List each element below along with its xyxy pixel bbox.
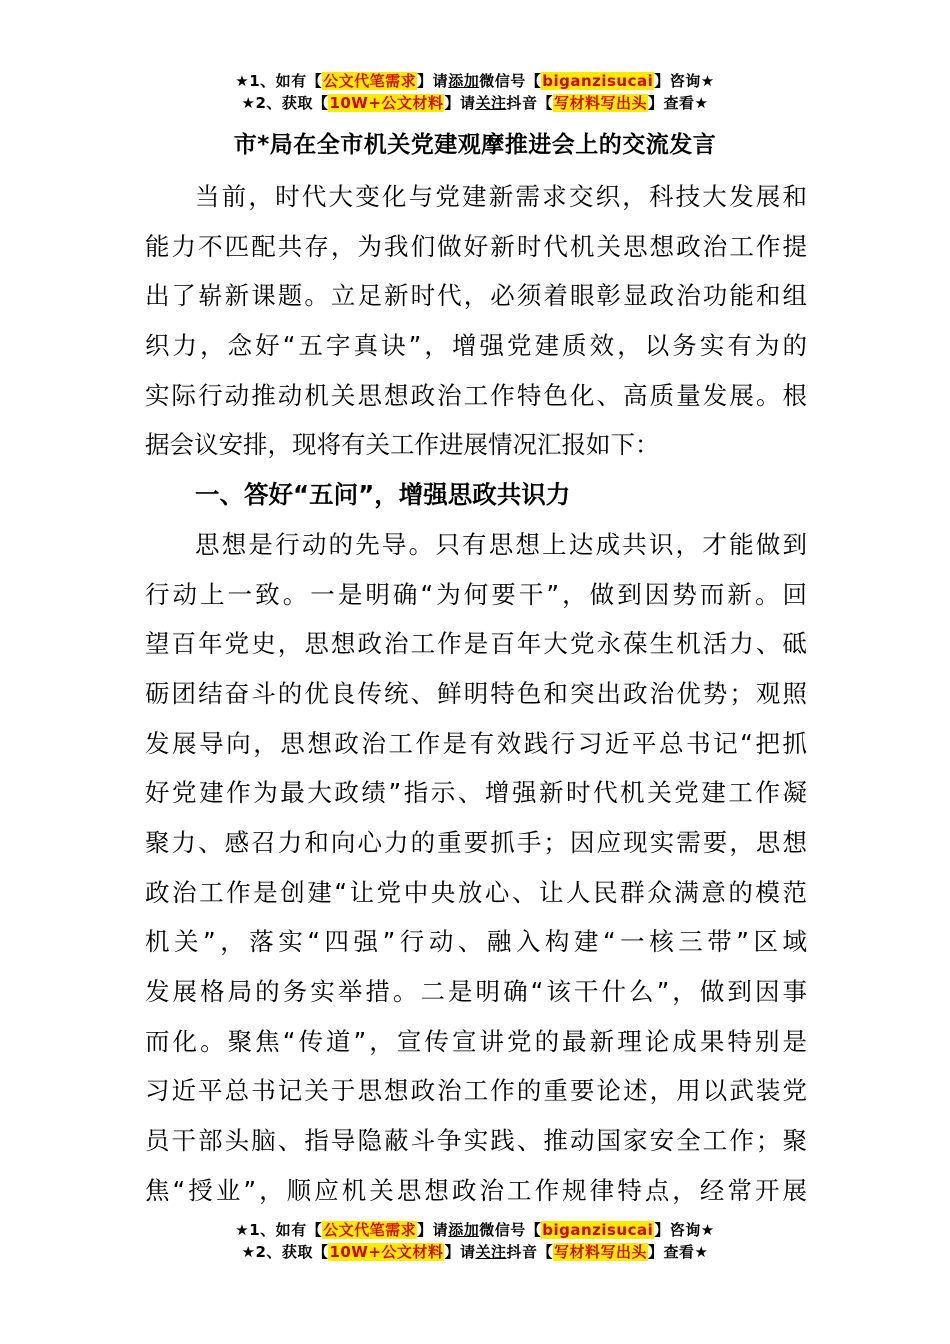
banner-text: 抖音【 bbox=[506, 94, 553, 112]
body-line: 而化。聚焦“传道”，宣传宣讲党的最新理论成果特别是 bbox=[145, 1026, 807, 1056]
body-line: 据会议安排，现将有关工作进展情况汇报如下： bbox=[145, 430, 660, 460]
banner-douyin-id: 写材料写出头 bbox=[553, 94, 647, 112]
banner-line-1 bbox=[0, 70, 950, 92]
banner-highlight: 公文代笔需求 bbox=[323, 72, 417, 90]
body-line: 砺团结奋斗的优良传统、鲜明特色和突出政治优势；观照 bbox=[145, 678, 807, 708]
banner-line-1 bbox=[0, 1219, 950, 1241]
body-line: 望百年党史，思想政治工作是百年大党永葆生机活力、砥 bbox=[145, 629, 807, 659]
body-line: 当前，时代大变化与党建新需求交织，科技大发展和 bbox=[195, 182, 807, 211]
body-line: 实际行动推动机关思想政治工作特色化、高质量发展。根 bbox=[145, 380, 807, 410]
banner-underlined-text: 添加 bbox=[448, 1221, 480, 1239]
body-line: 思想是行动的先导。只有思想上达成共识，才能做到 bbox=[195, 529, 807, 559]
banner-underlined-text: 关注 bbox=[475, 94, 507, 112]
body-line: 出了崭新课题。立足新时代，必须着眼彰显政治功能和组 bbox=[145, 281, 807, 311]
banner-text: 】请 bbox=[444, 94, 476, 112]
banner-line-2 bbox=[0, 92, 950, 114]
body-line: 行动上一致。一是明确“为何要干”，做到因势而新。回 bbox=[145, 579, 807, 609]
banner-underlined-text: 关注 bbox=[475, 1243, 507, 1261]
banner-highlight: 10W+公文材料 bbox=[329, 94, 444, 112]
document-title: 市*局在全市机关党建观摩推进会上的交流发言 bbox=[233, 132, 717, 158]
body-line: 员干部头脑、指导隐蔽斗争实践、推动国家安全工作；聚 bbox=[145, 1126, 807, 1156]
banner-text: 微信号【 bbox=[479, 72, 542, 90]
banner-text: ★1、如有【 bbox=[235, 72, 323, 90]
banner-text: ★2、获取【 bbox=[241, 1243, 329, 1261]
banner-wechat-id: biganzisucai bbox=[542, 72, 654, 90]
header-banner bbox=[0, 70, 950, 114]
banner-highlight: 公文代笔需求 bbox=[323, 1221, 417, 1239]
section-heading: 一、答好“五问”，增强思政共识力 bbox=[195, 480, 571, 510]
body-line: 习近平总书记关于思想政治工作的重要论述，用以武装党 bbox=[145, 1076, 807, 1106]
footer-banner bbox=[0, 1219, 950, 1263]
body-line: 发展格局的务实举措。二是明确“该干什么”，做到因事 bbox=[145, 977, 807, 1006]
banner-highlight: 10W+公文材料 bbox=[329, 1243, 444, 1261]
banner-text: 】请 bbox=[417, 72, 449, 90]
body-line: 聚力、感召力和向心力的重要抓手；因应现实需要，思想 bbox=[145, 827, 807, 857]
body-line: 能力不匹配共存，为我们做好新时代机关思想政治工作提 bbox=[145, 231, 807, 261]
banner-text: 抖音【 bbox=[506, 1243, 553, 1261]
body-line: 机关”，落实“四强”行动、融入构建“一核三带”区域 bbox=[145, 927, 807, 957]
banner-text: ★1、如有【 bbox=[235, 1221, 323, 1239]
body-line: 发展导向，思想政治工作是有效践行习近平总书记“把抓 bbox=[145, 728, 807, 758]
banner-text: 】请 bbox=[417, 1221, 449, 1239]
banner-text: 】查看★ bbox=[648, 1243, 709, 1261]
body-line: 织力，念好“五字真诀”，增强党建质效，以务实有为的 bbox=[145, 331, 807, 361]
banner-text: 】请 bbox=[444, 1243, 476, 1261]
body-line: 焦“授业”，顺应机关思想政治工作规律特点，经常开展 bbox=[145, 1175, 807, 1205]
banner-text: 】咨询★ bbox=[654, 72, 715, 90]
banner-text: 】咨询★ bbox=[654, 1221, 715, 1239]
banner-line-2 bbox=[0, 1241, 950, 1263]
banner-wechat-id: biganzisucai bbox=[542, 1221, 654, 1239]
body-line: 政治工作是创建“让党中央放心、让人民群众满意的模范 bbox=[145, 877, 807, 907]
banner-text: ★2、获取【 bbox=[241, 94, 329, 112]
body-line: 好党建作为最大政绩”指示、增强新时代机关党建工作凝 bbox=[145, 778, 807, 808]
banner-douyin-id: 写材料写出头 bbox=[553, 1243, 647, 1261]
banner-underlined-text: 添加 bbox=[448, 72, 480, 90]
document-body bbox=[145, 172, 807, 1215]
banner-text: 】查看★ bbox=[648, 94, 709, 112]
banner-text: 微信号【 bbox=[479, 1221, 542, 1239]
